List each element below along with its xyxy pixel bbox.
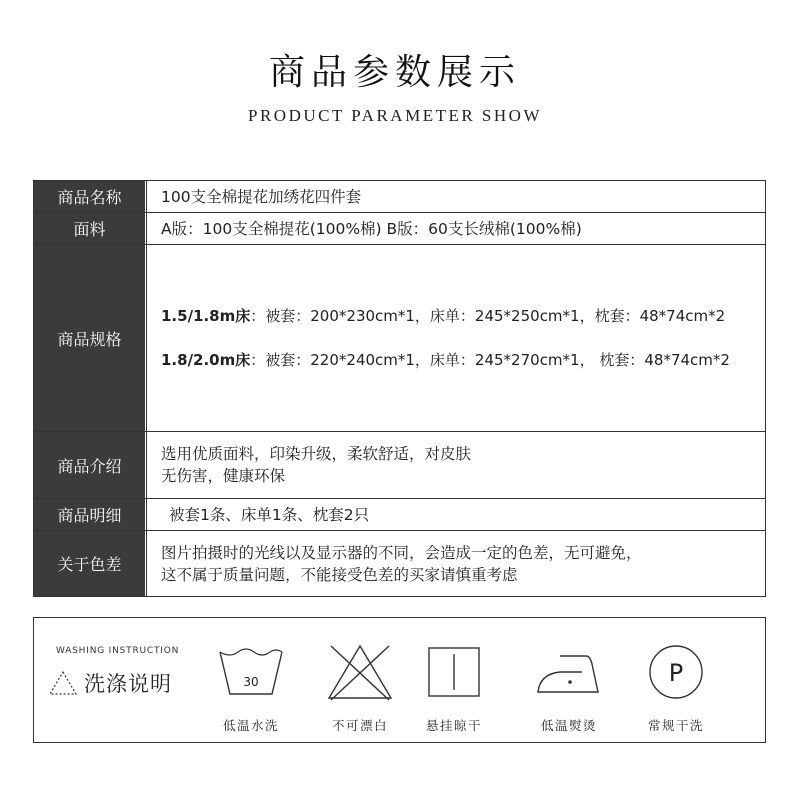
color-line-1: 图片拍摄时的光线以及显示器的不同，会造成一定的色差，无可避免，: [161, 543, 642, 562]
label-intro: 商品介绍: [34, 432, 145, 498]
parameter-table: [33, 180, 766, 597]
spec-size-1: 1.5/1.8m床: [161, 307, 251, 325]
label-fabric: 面料: [34, 213, 145, 244]
intro-line-2: 无伤害，健康环保: [161, 467, 286, 485]
spec-line-1: [161, 305, 765, 327]
label-wash-low-temp: 低温水洗: [222, 718, 279, 733]
hang-dry-icon: [419, 642, 489, 702]
value-product-name: 100支全棉提花加绣花四件套: [146, 181, 765, 212]
svg-text:P: P: [668, 659, 684, 687]
washing-title-cn: 洗涤说明: [84, 672, 172, 696]
label-color: 关于色差: [34, 531, 145, 596]
row-intro: [34, 431, 765, 498]
label-hang-dry: 悬挂晾干: [425, 718, 482, 733]
tub-temperature: 30: [243, 675, 259, 689]
value-color: [146, 531, 765, 596]
row-spec: [34, 244, 765, 431]
value-intro: [146, 432, 765, 498]
row-detail: [34, 498, 765, 530]
value-fabric: A版：100支全棉提花(100%棉) B版：60支长绒棉(100%棉): [146, 213, 765, 244]
spec-detail-1: ：被套：200*230cm*1，床单：245*250cm*1，枕套：48*74cm*2: [250, 307, 726, 325]
spec-line-2: [161, 349, 765, 371]
washing-instruction-panel: [33, 617, 766, 743]
washing-title: [48, 668, 172, 698]
page-title: 商品参数展示: [268, 52, 521, 93]
washing-title-en: WASHING INSTRUCTION: [56, 646, 180, 656]
label-no-bleach: 不可漂白: [331, 718, 388, 733]
label-iron-low: 低温熨烫: [540, 718, 597, 733]
color-line-2: 这不属于质量问题，不能接受色差的买家请慎重考虑: [161, 565, 518, 584]
row-color: [34, 530, 765, 596]
row-fabric: [34, 212, 765, 244]
page-subtitle: PRODUCT PARAMETER SHOW: [248, 106, 542, 125]
wash-tub-30-icon: [216, 642, 286, 702]
intro-line-1: 选用优质面料，印染升级，柔软舒适，对皮肤: [161, 445, 472, 463]
warning-triangle-icon: [48, 670, 78, 696]
label-detail: 商品明细: [34, 499, 145, 530]
label-spec: 商品规格: [34, 245, 145, 431]
value-spec: [146, 245, 765, 431]
dry-clean-p-icon: [641, 642, 711, 702]
label-product-name: 商品名称: [34, 181, 145, 212]
label-dry-clean: 常规干洗: [647, 718, 704, 733]
spec-detail-2: ：被套：220*240cm*1，床单：245*270cm*1， 枕套：48*74cm*2: [250, 351, 730, 369]
iron-low-icon: [534, 642, 604, 702]
spec-size-2: 1.8/2.0m床: [161, 351, 251, 369]
row-product-name: [34, 181, 765, 212]
no-bleach-icon: [325, 642, 395, 702]
value-detail: 被套1条、床单1条、枕套2只: [146, 499, 765, 530]
